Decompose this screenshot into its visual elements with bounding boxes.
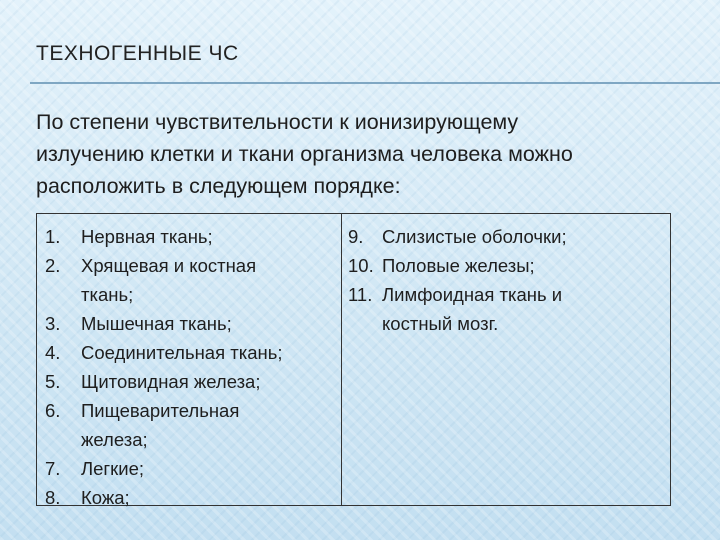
list-item: [348, 309, 670, 338]
item-number: 3.: [45, 313, 61, 334]
list-item: [45, 309, 341, 338]
table-column-left: [37, 214, 342, 508]
item-text: Щитовидная железа;: [81, 371, 261, 392]
item-number: 9.: [348, 226, 364, 247]
item-text: Нервная ткань;: [81, 226, 213, 247]
slide-title: ТЕХНОГЕННЫЕ ЧС: [36, 42, 239, 65]
item-text: Хрящевая и костная: [81, 255, 257, 276]
item-text: Кожа;: [81, 487, 130, 508]
item-text: Легкие;: [81, 458, 145, 479]
item-text: Слизистые оболочки;: [382, 226, 567, 247]
list-item: [45, 251, 341, 280]
tissue-table: [36, 213, 671, 506]
list-item: [45, 367, 341, 396]
list-item: [45, 338, 341, 367]
intro-line: излучению клетки и ткани организма человека можно: [36, 142, 573, 166]
title-divider: [30, 82, 720, 84]
item-number: 1.: [45, 226, 61, 247]
list-item: [45, 280, 341, 309]
intro-line: По степени чувствительности к ионизирующему: [36, 110, 519, 134]
item-number: 11.: [348, 284, 373, 305]
list-item: [45, 483, 341, 512]
item-number: [348, 309, 382, 338]
item-text: железа;: [81, 429, 148, 450]
item-text: Мышечная ткань;: [81, 313, 232, 334]
item-number: 8.: [45, 487, 61, 508]
list-item: [45, 454, 341, 483]
item-number: 7.: [45, 458, 61, 479]
item-number: 2.: [45, 255, 61, 276]
list-item: [348, 222, 670, 251]
item-number: 10.: [348, 255, 374, 276]
item-text: костный мозг.: [382, 313, 499, 334]
list-item: [45, 425, 341, 454]
item-text: Половые железы;: [382, 255, 535, 276]
table-column-right: [342, 214, 670, 505]
list-item: [348, 251, 670, 280]
intro-line: расположить в следующем порядке:: [36, 174, 401, 198]
list-item: [45, 222, 341, 251]
item-number: [45, 280, 81, 309]
item-text: Соединительная ткань;: [81, 342, 283, 363]
item-number: 5.: [45, 371, 61, 392]
item-number: 4.: [45, 342, 61, 363]
item-number: 6.: [45, 400, 61, 421]
list-item: [45, 396, 341, 425]
item-text: ткань;: [81, 284, 134, 305]
item-number: [45, 425, 81, 454]
item-text: Лимфоидная ткань и: [382, 284, 563, 305]
list-item: [348, 280, 670, 309]
intro-text: [36, 106, 706, 202]
item-text: Пищеварительная: [81, 400, 240, 421]
